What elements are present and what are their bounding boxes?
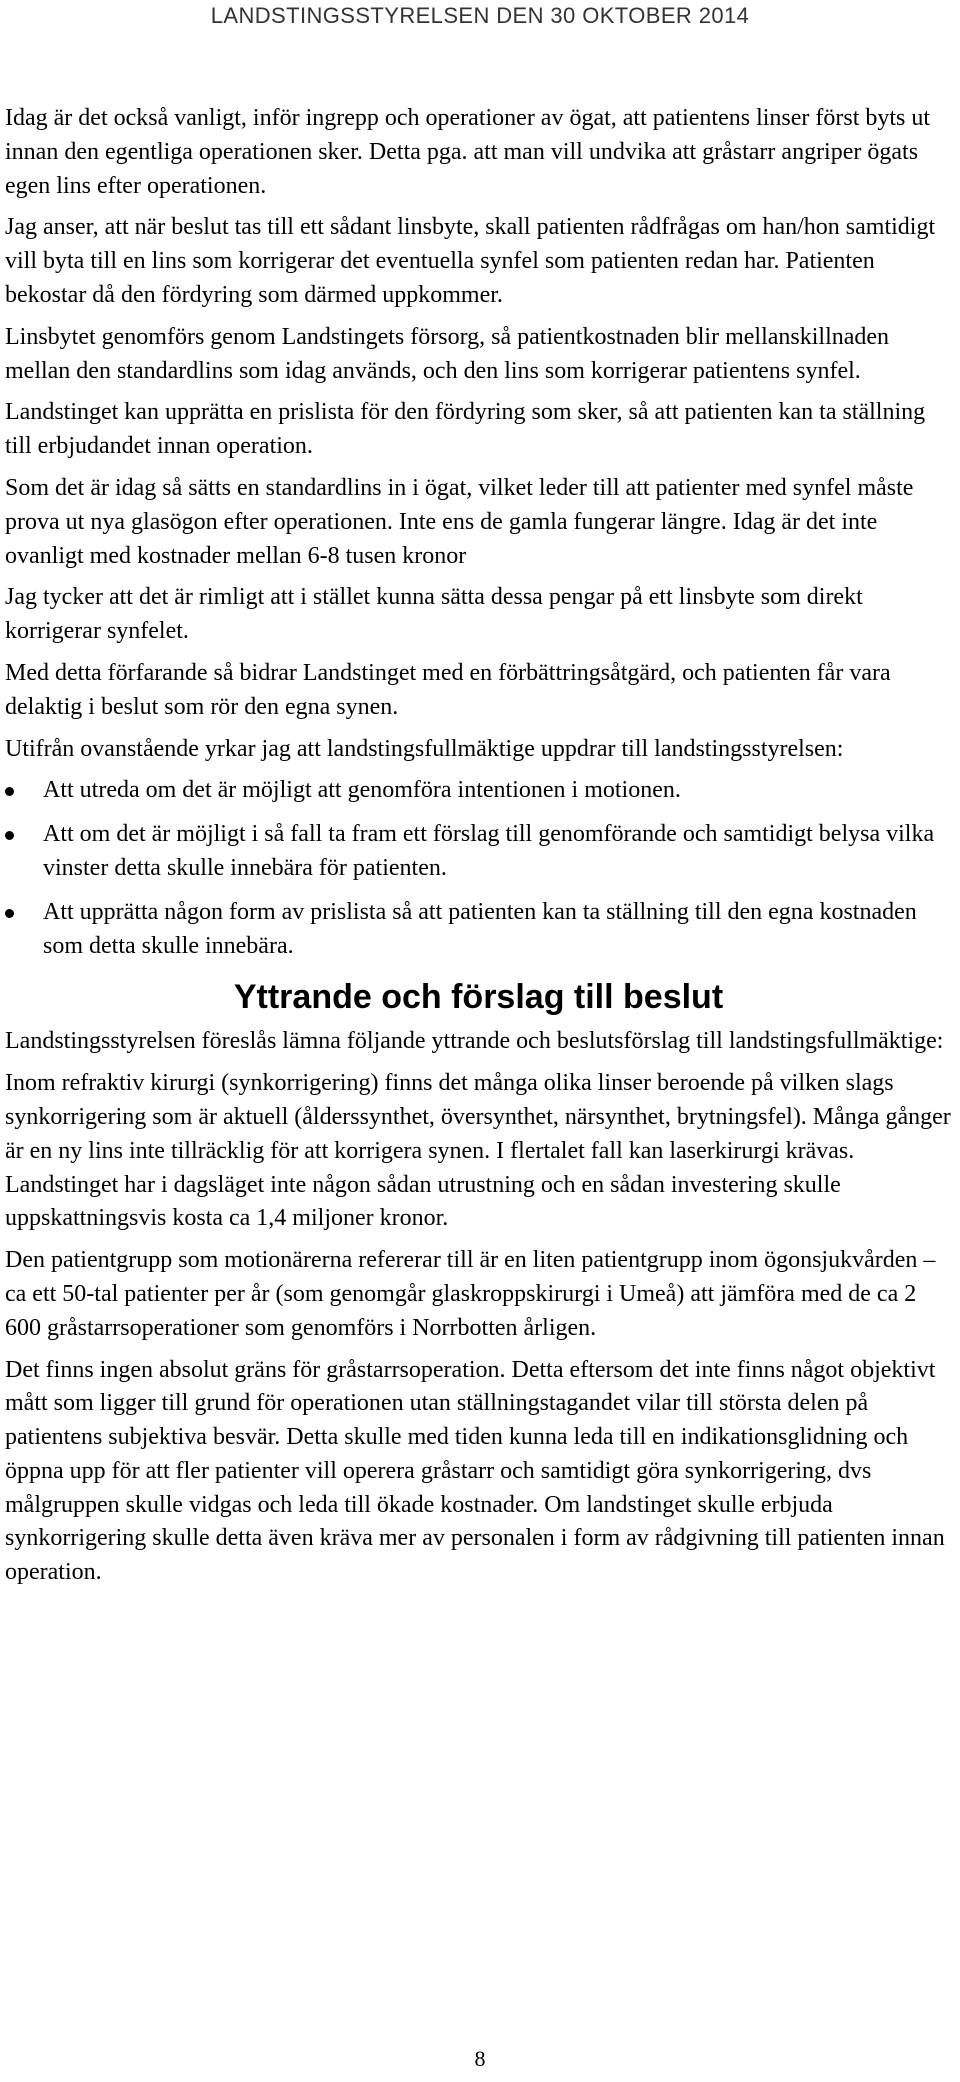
list-item-text: Att upprätta någon form av prislista så att patienten kan ta ställning till den egna kostnaden som detta skulle innebära.	[43, 898, 917, 959]
page-header: LANDSTINGSSTYRELSEN DEN 30 OKTOBER 2014	[210, 3, 750, 28]
paragraph: Som det är idag så sätts en standardlins in i ögat, vilket leder till att patienter med synfel måste prova ut nya glasögon efter operationen. Inte ens de gamla fungerar längre. Idag är det inte ovanligt med kostnader mellan 6-8 tusen kronor	[5, 474, 914, 569]
page-number: 8	[474, 2046, 486, 2071]
paragraph: Inom refraktiv kirurgi (synkorrigering) finns det många olika linser beroende på vilken slags synkorrigering som är aktuell (ålderssynthet, översynthet, närsynthet, brytningsfel). Många gånger är en ny lins inte tillräcklig för att korrigera synen. I flertalet fall kan laserkirurgi krävas. Landstinget har i dagsläget inte någon sådan utrustning och en sådan investering skulle uppskattningsvis kosta ca 1,4 miljoner kronor.	[5, 1070, 951, 1232]
bullet-icon	[5, 787, 14, 796]
list-item	[5, 818, 952, 886]
paragraph: Linsbytet genomförs genom Landstingets försorg, så patientkostnaden blir mellanskillnaden mellan den standardlins som idag används, och den lins som korrigerar patientens synfel.	[5, 323, 890, 384]
paragraph: Idag är det också vanligt, inför ingrepp och operationer av ögat, att patientens linser först byts ut innan den egentliga operationen sker. Detta pga. att man vill undvika att gråstarr angriper ögats egen lins efter operationen.	[5, 105, 931, 199]
paragraph: Landstinget kan upprätta en prislista för den fördyring som sker, så att patienten kan ta ställning till erbjudandet innan operation.	[5, 399, 926, 460]
paragraph: Landstingsstyrelsen föreslås lämna följande yttrande och beslutsförslag till landstingsfullmäktige:	[5, 1028, 944, 1055]
bullet-icon	[5, 909, 14, 918]
paragraph: Jag tycker att det är rimligt att i stället kunna sätta dessa pengar på ett linsbyte som direkt korrigerar synfelet.	[5, 584, 863, 645]
section-heading: Yttrande och förslag till beslut	[233, 978, 724, 1017]
list-item-text: Att utreda om det är möjligt att genomföra intentionen i motionen.	[43, 777, 681, 804]
list-item-text: Att om det är möjligt i så fall ta fram ett förslag till genomförande och samtidigt belysa vilka vinster detta skulle innebära för patienten.	[43, 821, 935, 881]
list-item	[5, 774, 952, 808]
paragraph: Med detta förfarande så bidrar Landstinget med en förbättringsåtgärd, och patienten får vara delaktig i beslut som rör den egna synen.	[5, 659, 891, 720]
list-item	[5, 896, 952, 964]
paragraph: Jag anser, att när beslut tas till ett sådant linsbyte, skall patienten rådfrågas om han/hon samtidigt vill byta till en lins som korrigerar det eventuella synfel som patienten redan har. Patienten bekostar då den fördyring som därmed uppkommer.	[5, 214, 936, 308]
proposal-list	[5, 774, 952, 963]
paragraph: Det finns ingen absolut gräns för gråstarrsoperation. Detta eftersom det inte finns något objektivt mått som ligger till grund för operationen utan ställningstagandet vilar till största delen på patientens subjektiva besvär. Detta skulle med tiden kunna leda till en indikationsglidning och öppna upp för att fler patienter vill operera gråstarr och samtidigt göra synkorrigering, dvs målgruppen skulle vidgas och leda till ökade kostnader. Om landstinget skulle erbjuda synkorrigering skulle detta även kräva mer av personalen i form av rådgivning till patienten innan operation.	[5, 1356, 945, 1586]
document-body	[5, 102, 952, 1598]
paragraph: Utifrån ovanstående yrkar jag att landstingsfullmäktige uppdrar till landstingsstyrelsen:	[5, 735, 844, 762]
paragraph: Den patientgrupp som motionärerna refererar till är en liten patientgrupp inom ögonsjukvården – ca ett 50-tal patienter per år (som genomgår glaskroppskirurgi i Umeå) att jämföra med de ca 2 600 gråstarrsoperationer som genomförs i Norrbotten årligen.	[5, 1247, 936, 1341]
bullet-icon	[5, 831, 14, 840]
